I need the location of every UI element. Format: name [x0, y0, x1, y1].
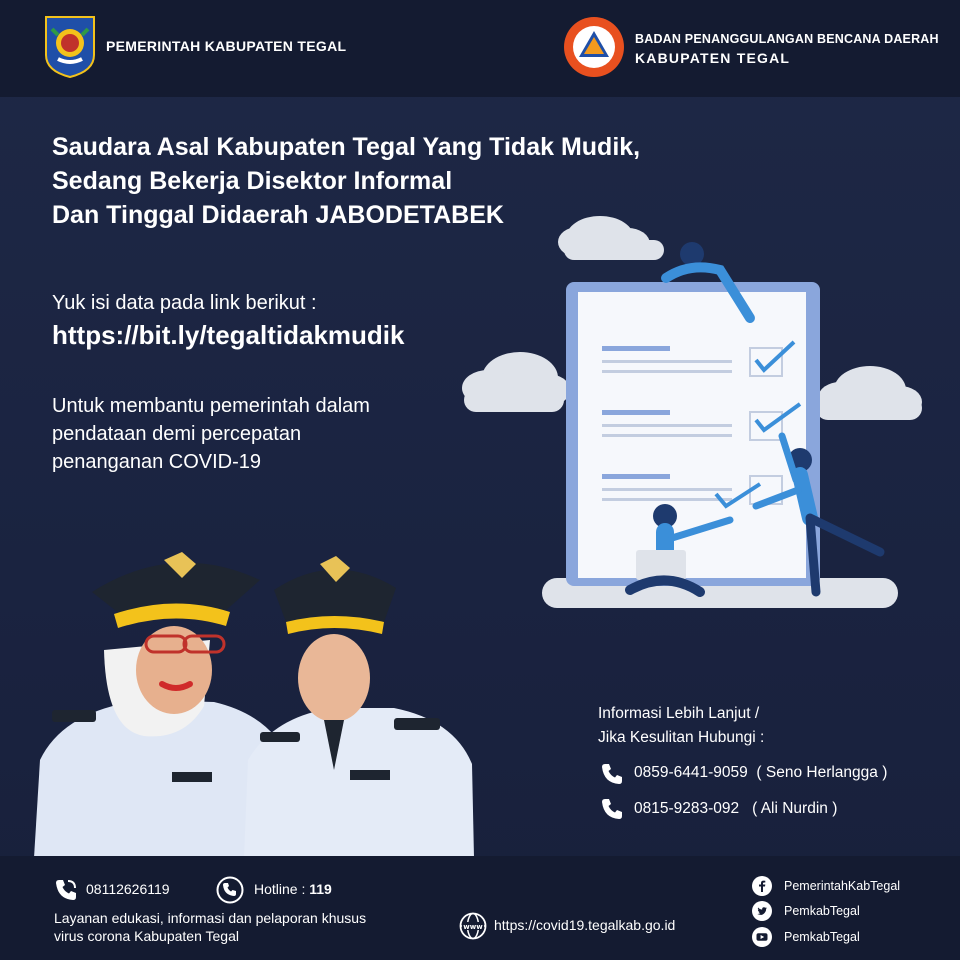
description-line: virus corona Kabupaten Tegal — [54, 928, 239, 944]
social-youtube[interactable]: PemkabTegal — [784, 930, 860, 944]
purpose-line: penanganan COVID-19 — [52, 451, 262, 473]
phone-icon — [54, 878, 78, 902]
purpose-line: Untuk membantu pemerintah dalam — [52, 395, 370, 417]
hotline-number: 119 — [309, 881, 332, 897]
info-line1: Informasi Lebih Lanjut / — [598, 705, 760, 722]
headline-line: Sedang Bekerja Disektor Informal — [52, 167, 453, 195]
hotline-icon — [216, 876, 244, 904]
footer-phone[interactable]: 08112626119 — [86, 881, 170, 897]
facebook-icon[interactable] — [752, 876, 772, 896]
bpbd-logo-icon — [563, 16, 625, 78]
footer-website[interactable]: https://covid19.tegalkab.go.id — [494, 917, 676, 933]
hotline-label: Hotline : — [254, 881, 310, 897]
contact-phone[interactable]: 0815-9283-092 — [634, 800, 740, 817]
svg-text:www: www — [463, 923, 483, 931]
info-line2: Jika Kesulitan Hubungi : — [598, 729, 765, 746]
youtube-icon[interactable] — [752, 927, 772, 947]
officials-portrait — [34, 530, 494, 858]
purpose-line: pendataan demi percepatan — [52, 423, 302, 445]
contact-row — [634, 764, 887, 782]
header-bar — [0, 0, 960, 97]
contact-name: ( Seno Herlangga ) — [756, 764, 888, 781]
survey-link[interactable]: https://bit.ly/tegaltidakmudik — [52, 320, 405, 350]
footer-hotline[interactable] — [254, 881, 332, 897]
header-right-line1: BADAN PENANGGULANGAN BENCANA DAERAH — [635, 32, 939, 46]
checklist-illustration — [460, 200, 930, 620]
contact-name: ( Ali Nurdin ) — [752, 800, 838, 817]
twitter-icon[interactable] — [752, 901, 772, 921]
footer-description — [54, 909, 366, 945]
contact-row — [634, 800, 837, 818]
description-line: Layanan edukasi, informasi dan pelaporan khusus — [54, 910, 367, 926]
header-left-title: PEMERINTAH KABUPATEN TEGAL — [106, 38, 347, 54]
purpose-text — [52, 392, 370, 476]
intro-text: Yuk isi data pada link berikut : — [52, 292, 317, 314]
header-right-line2: KABUPATEN TEGAL — [635, 50, 791, 66]
info-block — [598, 702, 764, 750]
social-twitter[interactable]: PemkabTegal — [784, 904, 860, 918]
phone-icon — [600, 797, 624, 821]
globe-icon — [458, 912, 488, 940]
phone-icon — [600, 762, 624, 786]
headline-line: Dan Tinggal Didaerah JABODETABEK — [52, 201, 504, 229]
headline-line: Saudara Asal Kabupaten Tegal Yang Tidak Mudik, — [52, 133, 641, 161]
contact-phone[interactable]: 0859-6441-9059 — [634, 764, 748, 781]
social-facebook[interactable]: PemerintahKabTegal — [784, 879, 901, 893]
footer-bar — [0, 856, 960, 960]
kabupaten-tegal-crest-icon — [44, 15, 96, 79]
